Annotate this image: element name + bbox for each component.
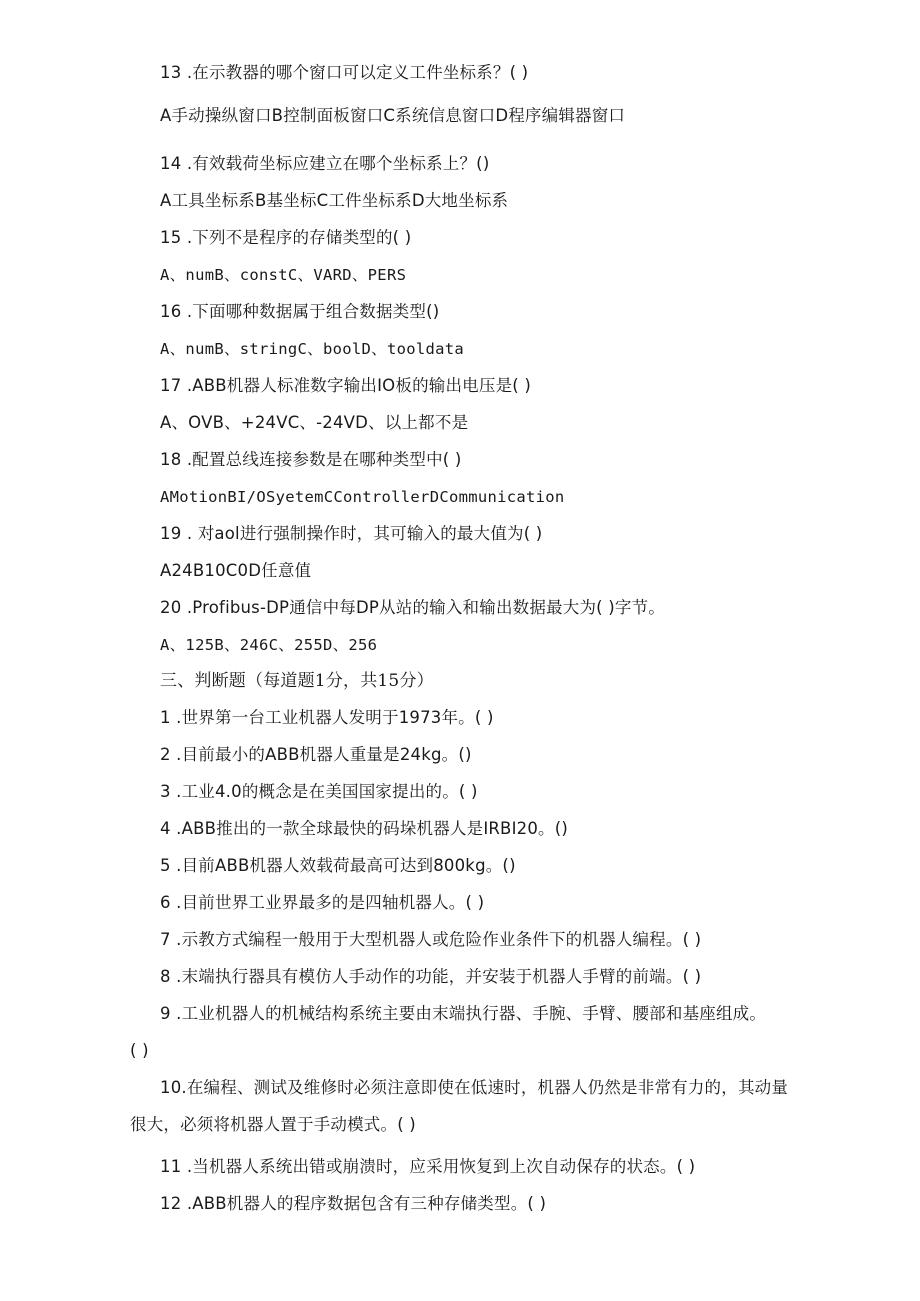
question-16-options: A、numB、stringC、boolD、tooldata (160, 340, 464, 358)
question-16: 16 .下面哪种数据属于组合数据类型() (160, 302, 440, 321)
question-15: 15 .下列不是程序的存储类型的( ) (160, 228, 412, 247)
question-20: 20 .Profibus-DP通信中每DP从站的输入和输出数据最大为( )字节。 (160, 598, 665, 617)
section-title-judgment: 三、判断题（每道题1分，共15分） (160, 671, 434, 691)
judgment-10: 10.在编程、测试及维修时必须注意即使在低速时，机器人仍然是非常有力的，其动量 (160, 1078, 789, 1097)
judgment-2: 2 .目前最小的ABB机器人重量是24kg。() (160, 745, 472, 764)
question-18-options: AMotionBI/OSyetemCControllerDCommunication (160, 488, 565, 506)
question-18: 18 .配置总线连接参数是在哪种类型中( ) (160, 450, 462, 469)
question-14-options: A工具坐标系B基坐标C工件坐标系D大地坐标系 (160, 191, 509, 210)
question-20-options: A、125B、246C、255D、256 (160, 636, 378, 654)
question-17: 17 .ABB机器人标准数字输出IO板的输出电压是( ) (160, 376, 531, 395)
question-19: 19 . 对aol进行强制操作时，其可输入的最大值为( ) (160, 524, 543, 543)
question-19-options: A24B10C0D任意值 (160, 561, 312, 580)
judgment-6: 6 .目前世界工业界最多的是四轴机器人。( ) (160, 893, 485, 912)
question-17-options: A、OVB、+24VC、-24VD、以上都不是 (160, 413, 469, 432)
judgment-8: 8 .末端执行器具有模仿人手动作的功能，并安装于机器人手臂的前端。( ) (160, 967, 702, 986)
judgment-11: 11 .当机器人系统出错或崩溃时，应采用恢复到上次自动保存的状态。( ) (160, 1157, 696, 1176)
judgment-12: 12 .ABB机器人的程序数据包含有三种存储类型。( ) (160, 1194, 547, 1213)
judgment-10-continued: 很大，必须将机器人置于手动模式。( ) (130, 1115, 416, 1134)
judgment-1: 1 .世界第一台工业机器人发明于1973年。( ) (160, 708, 494, 727)
judgment-9: 9 .工业机器人的机械结构系统主要由末端执行器、手腕、手臂、腰部和基座组成。 (160, 1004, 767, 1023)
question-14: 14 .有效载荷坐标应建立在哪个坐标系上？() (160, 154, 490, 173)
question-13-options: A手动操纵窗口B控制面板窗口C系统信息窗口D程序编辑器窗口 (160, 106, 626, 125)
judgment-5: 5 .目前ABB机器人效载荷最高可达到800kg。() (160, 856, 516, 875)
judgment-9-continued: ( ) (130, 1041, 149, 1060)
judgment-3: 3 .工业4.0的概念是在美国国家提出的。( ) (160, 782, 478, 801)
judgment-4: 4 .ABB推出的一款全球最快的码垛机器人是IRBI20。() (160, 819, 569, 838)
judgment-7: 7 .示教方式编程一般用于大型机器人或危险作业条件下的机器人编程。( ) (160, 930, 702, 949)
question-13: 13 .在示教器的哪个窗口可以定义工件坐标系？( ) (160, 63, 529, 82)
question-15-options: A、numB、constC、VARD、PERS (160, 266, 407, 284)
